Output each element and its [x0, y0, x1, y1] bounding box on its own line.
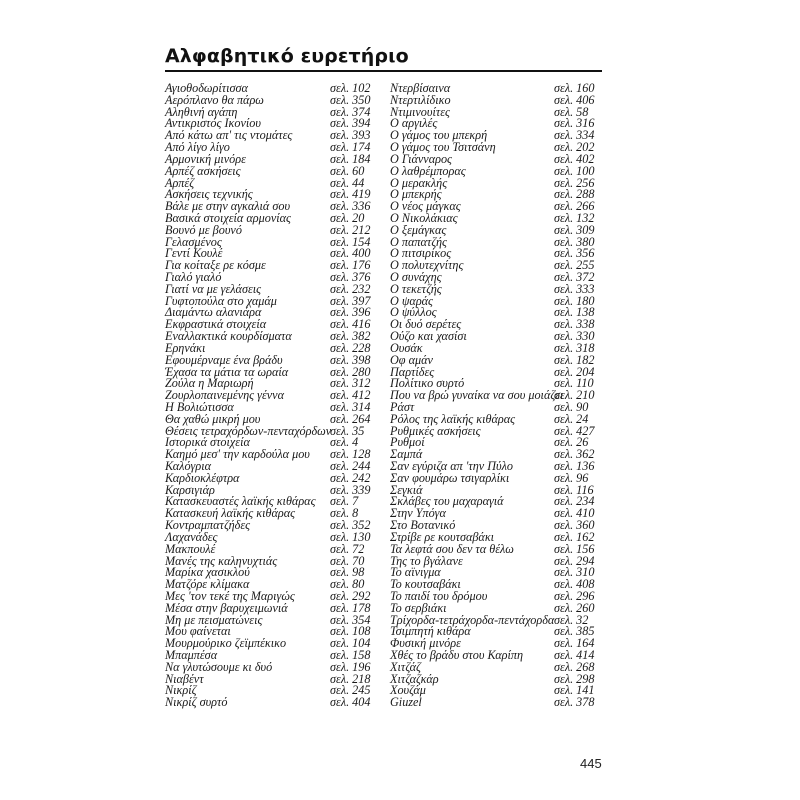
entry-title: Αντικριστός Ικονίου — [165, 116, 261, 131]
entry-page-ref: σελ. 182 — [554, 352, 595, 367]
entry-page-ref: σελ. 138 — [554, 305, 595, 320]
entry-title: Εφουμέρναμε ένα βράδυ — [165, 352, 283, 367]
title-rule — [165, 70, 602, 72]
entry-title: Ο τεκετζής — [390, 281, 442, 296]
entry-page-ref: σελ. 245 — [330, 683, 371, 698]
entry-page-ref: σελ. 4 — [330, 435, 359, 450]
entry-page-ref: σελ. 44 — [330, 175, 365, 190]
entry-title: Αληθινή αγάπη — [165, 104, 238, 119]
entry-title: Το παιδί του δρόμου — [390, 588, 488, 603]
entry-page-ref: σελ. 362 — [554, 447, 595, 462]
entry-title: Ο ξεμάγκας — [390, 222, 447, 237]
entry-title: Τρίχορδα-τετράχορδα-πεντάχορδα — [390, 612, 555, 627]
entry-page-ref: σελ. 100 — [554, 163, 595, 178]
entry-page-ref: σελ. 380 — [554, 234, 595, 249]
entry-page-ref: σελ. 162 — [554, 529, 595, 544]
entry-title: Ο Νικολάκιας — [390, 210, 458, 225]
entry-title: Μου φαίνεται — [165, 624, 231, 639]
entry-page-ref: σελ. 228 — [330, 340, 371, 355]
entry-title: Ιστορικά στοιχεία — [165, 435, 250, 450]
entry-page-ref: σελ. 218 — [330, 671, 371, 686]
entry-page-ref: σελ. 244 — [330, 459, 371, 473]
entry-page-ref: σελ. 404 — [330, 695, 371, 710]
entry-title: Ασκήσεις τεχνικής — [165, 187, 253, 202]
entry-page-ref: σελ. 35 — [330, 423, 365, 438]
entry-title: Φυσική μινόρε — [390, 636, 461, 651]
entry-title: Αερόπλανο θα πάρω — [165, 92, 264, 107]
entry-page-ref: σελ. 256 — [554, 175, 595, 190]
entry-title: Νικρίζ συρτό — [165, 695, 228, 710]
entry-title: Θα χαθώ μικρή μου — [165, 411, 261, 426]
entry-title: Ζουρλοπαινεμένης γέννα — [165, 388, 284, 403]
entry-title: Από κάτω απ' τις ντομάτες — [165, 128, 293, 143]
entry-page-ref: σελ. 104 — [330, 636, 371, 651]
entry-page-ref: σελ. 7 — [330, 494, 359, 509]
entry-title: Θέσεις τετραχόρδων-πενταχόρδων — [165, 423, 332, 438]
entry-title: Μαρίκα χασικλού — [165, 565, 250, 580]
entry-page-ref: σελ. 406 — [554, 92, 595, 107]
entry-title: Αγιοθοδωρίτισσα — [165, 81, 248, 95]
entry-title: Γιατί να με γελάσεις — [165, 281, 262, 296]
entry-title: Ουσάκ — [390, 340, 423, 355]
entry-title: Ο λαθρέμπορας — [390, 163, 466, 178]
entry-page-ref: σελ. 132 — [554, 210, 595, 225]
entry-page-ref: σελ. 58 — [554, 104, 589, 119]
entry-title: Σαμπά — [390, 447, 423, 462]
entry-page-ref: σελ. 184 — [330, 151, 371, 166]
entry-title: Ρυθμικές ασκήσεις — [390, 423, 481, 438]
entry-title: Μες 'τον τεκέ της Μαριγώς — [165, 588, 295, 603]
entry-title: Ρόλος της λαϊκής κιθάρας — [390, 411, 516, 426]
entry-title: Ντιμινουίτες — [390, 104, 450, 119]
entry-title: Ο γάμος του Τσιτσάνη — [390, 140, 496, 155]
index-entry — [390, 697, 600, 709]
entry-title: Ζούλα η Μαριωρή — [165, 376, 254, 391]
entry-page-ref: σελ. 60 — [330, 163, 365, 178]
entry-title: Αρμονική μινόρε — [165, 151, 246, 166]
entry-title: Ο νέος μάγκας — [390, 199, 461, 214]
entry-page-ref: σελ. 334 — [554, 128, 595, 143]
entry-page-ref: σελ. 20 — [330, 210, 365, 225]
entry-page-ref: σελ. 294 — [554, 553, 595, 568]
entry-page-ref: σελ. 136 — [554, 459, 595, 473]
entry-page-ref: σελ. 234 — [554, 494, 595, 509]
entry-page-ref: σελ. 32 — [554, 612, 589, 627]
entry-title: Καρσιγιάρ — [165, 482, 215, 497]
entry-page-ref: σελ. 128 — [330, 447, 371, 462]
entry-title: Γελασμένος — [165, 234, 222, 249]
entry-page-ref: σελ. 164 — [554, 636, 595, 651]
entry-title: Καημό μεσ' την καρδούλα μου — [165, 447, 310, 462]
entry-page-ref: σελ. 354 — [330, 612, 371, 627]
entry-page-ref: σελ. 398 — [330, 352, 371, 367]
entry-page-ref: σελ. 416 — [330, 317, 371, 332]
entry-page-ref: σελ. 356 — [554, 246, 595, 261]
entry-title: Πολίτικο συρτό — [390, 376, 465, 391]
entry-page-ref: σελ. 232 — [330, 281, 371, 296]
entry-page-ref: σελ. 296 — [554, 588, 595, 603]
entry-title: Διαμάντω αλανιάρα — [165, 305, 262, 320]
entry-title: Ρυθμοί — [390, 435, 425, 450]
entry-title: Ντερβίσαινα — [390, 81, 451, 95]
entry-title: Λαχανάδες — [165, 529, 218, 544]
entry-page-ref: σελ. 242 — [330, 470, 371, 485]
entry-page-ref: σελ. 333 — [554, 281, 595, 296]
entry-title: Μέσα στην βαρυχειμωνιά — [165, 600, 288, 615]
entry-title: Αρπέζ — [165, 175, 195, 190]
entry-title: Μανές της καληνυχτιάς — [165, 553, 278, 568]
entry-page-ref: σελ. 292 — [330, 588, 371, 603]
entry-page-ref: σελ. 260 — [554, 600, 595, 615]
entry-page-ref: σελ. 96 — [554, 470, 589, 485]
entry-title: Το σερβιάκι — [390, 600, 447, 615]
entry-title: Ο πιτσιρίκος — [390, 246, 452, 261]
entry-page-ref: σελ. 108 — [330, 624, 371, 639]
entry-page-ref: σελ. 130 — [330, 529, 371, 544]
entry-title: Κατασκευαστές λαϊκής κιθάρας — [165, 494, 316, 509]
entry-page-ref: σελ. 393 — [330, 128, 371, 143]
entry-title: Καρδιοκλέφτρα — [165, 470, 240, 485]
entry-page-ref: σελ. 196 — [330, 659, 371, 674]
entry-title: Χουζάμ — [390, 683, 426, 698]
entry-page-ref: σελ. 396 — [330, 305, 371, 320]
entry-page-ref: σελ. 255 — [554, 258, 595, 273]
entry-title: Ράστ — [390, 399, 415, 414]
entry-page-ref: σελ. 70 — [330, 553, 365, 568]
entry-page-ref: σελ. 412 — [330, 388, 371, 403]
entry-page-ref: σελ. 427 — [554, 423, 595, 438]
entry-title: Γεντί Κουλέ — [165, 246, 223, 261]
entry-title: Σεγκιά — [390, 482, 423, 497]
entry-page-ref: σελ. 378 — [554, 695, 595, 710]
entry-page-ref: σελ. 298 — [554, 671, 595, 686]
entry-page-ref: σελ. 8 — [330, 506, 359, 521]
page-number: 445 — [580, 756, 602, 771]
entry-page-ref: σελ. 382 — [330, 329, 371, 344]
entry-page-ref: σελ. 402 — [554, 151, 595, 166]
entry-title: Οι δυό σερέτες — [390, 317, 462, 332]
entry-title: Χθές το βράδυ στου Καρίπη — [390, 648, 524, 662]
entry-page-ref: σελ. 264 — [330, 411, 371, 426]
entry-title: Giuzel — [390, 695, 422, 710]
entry-title: Μπαμπέσα — [165, 648, 218, 662]
entry-page-ref: σελ. 414 — [554, 648, 595, 662]
entry-page-ref: σελ. 372 — [554, 270, 595, 284]
entry-title: Το κουτσαβάκι — [390, 577, 461, 592]
entry-title: Αρπέζ ασκήσεις — [165, 163, 241, 178]
entry-page-ref: σελ. 394 — [330, 116, 371, 131]
entry-page-ref: σελ. 352 — [330, 518, 371, 533]
entry-page-ref: σελ. 309 — [554, 222, 595, 237]
entry-title: Ο πολυτεχνίτης — [390, 258, 464, 273]
entry-title: Ο συνάχης — [390, 270, 442, 284]
entry-title: Στο Βοτανικό — [390, 518, 456, 533]
entry-title: Σαν φουμάρω τσιγαρλίκι — [390, 470, 510, 485]
entry-title: Γυφτοπούλα στο χαμάμ — [165, 293, 277, 308]
entry-page-ref: σελ. 110 — [554, 376, 594, 391]
entry-page-ref: σελ. 408 — [554, 577, 595, 592]
entry-page-ref: σελ. 26 — [554, 435, 589, 450]
entry-page-ref: σελ. 419 — [330, 187, 371, 202]
entry-page-ref: σελ. 90 — [554, 399, 589, 414]
entry-title: Η Βολιώτισσα — [165, 399, 234, 414]
entry-page-ref: σελ. 268 — [554, 659, 595, 674]
entry-page-ref: σελ. 158 — [330, 648, 371, 662]
entry-title: Στην Υπόγα — [390, 506, 446, 521]
entry-page-ref: σελ. 400 — [330, 246, 371, 261]
entry-title: Στρίβε ρε κουτσαβάκι — [390, 529, 495, 544]
entry-page-ref: σελ. 176 — [330, 258, 371, 273]
entry-title: Κατασκευή λαϊκής κιθάρας — [165, 506, 296, 521]
entry-page-ref: σελ. 330 — [554, 329, 595, 344]
entry-page-ref: σελ. 212 — [330, 222, 371, 237]
entry-title: Χιτζάζ — [390, 659, 421, 674]
entry-title: Ο μερακλής — [390, 175, 448, 190]
entry-page-ref: σελ. 180 — [554, 293, 595, 308]
entry-title: Βουνό με βουνό — [165, 222, 242, 237]
entry-page-ref: σελ. 314 — [330, 399, 371, 414]
entry-page-ref: σελ. 204 — [554, 364, 595, 379]
entry-page-ref: σελ. 141 — [554, 683, 595, 698]
entry-page-ref: σελ. 336 — [330, 199, 371, 214]
entry-title: Το αϊνιγμα — [390, 565, 441, 580]
entry-page-ref: σελ. 318 — [554, 340, 595, 355]
entry-title: Μη με πεισματώνεις — [165, 612, 263, 627]
entry-page-ref: σελ. 24 — [554, 411, 589, 426]
page-title: Αλφαβητικό ευρετήριο — [165, 45, 409, 67]
entry-title: Χιτζαζκάρ — [390, 671, 439, 686]
entry-page-ref: σελ. 80 — [330, 577, 365, 592]
entry-title: Ούζο και χασίσι — [390, 329, 467, 344]
entry-title: Νικρίζ — [165, 683, 197, 698]
entry-title: Μουρμούρικο ζεϊμπέκικο — [165, 636, 287, 651]
entry-title: Ματζόρε κλίμακα — [165, 577, 250, 592]
entry-page-ref: σελ. 102 — [330, 81, 371, 95]
entry-title: Γιαλό γιαλό — [165, 270, 222, 284]
entry-page-ref: σελ. 310 — [554, 565, 595, 580]
entry-title: Τσιμπητή κιθάρα — [390, 624, 471, 639]
entry-title: Ο γάμος του μπεκρή — [390, 128, 488, 143]
entry-title: Έχασα τα μάτια τα ωραία — [165, 364, 289, 379]
entry-page-ref: σελ. 174 — [330, 140, 371, 155]
entry-title: Καλόγρια — [165, 459, 211, 473]
entry-page-ref: σελ. 288 — [554, 187, 595, 202]
entry-title: Της το βγάλανε — [390, 553, 463, 568]
entry-title: Ο παπατζής — [390, 234, 447, 249]
entry-page-ref: σελ. 410 — [554, 506, 595, 521]
entry-page-ref: σελ. 397 — [330, 293, 371, 308]
entry-title: Ο ψύλλος — [390, 305, 437, 320]
entry-title: Κοντραμπατζήδες — [165, 518, 251, 533]
entry-page-ref: σελ. 338 — [554, 317, 595, 332]
entry-page-ref: σελ. 266 — [554, 199, 595, 214]
entry-title: Σκλάβες του μαχαραγιά — [390, 494, 504, 509]
entry-title: Βασικά στοιχεία αρμονίας — [165, 210, 291, 225]
entry-page-ref: σελ. 339 — [330, 482, 371, 497]
index-column-left — [165, 83, 375, 709]
entry-page-ref: σελ. 72 — [330, 541, 365, 556]
entry-title: Ο Γιάνναρος — [390, 151, 452, 166]
entry-page-ref: σελ. 312 — [330, 376, 371, 391]
entry-title: Σαν εγύριζα απ 'την Πύλο — [390, 459, 513, 473]
entry-title: Ο μπεκρής — [390, 187, 442, 202]
entry-title: Να γλυτώσουμε κι δυό — [165, 659, 273, 674]
entry-page-ref: σελ. 160 — [554, 81, 595, 95]
entry-title: Εναλλακτικά κουρδίσματα — [165, 329, 292, 344]
entry-title: Παρτίδες — [390, 364, 435, 379]
entry-title: Για κοίταξε ρε κόσμε — [165, 258, 266, 273]
entry-page-ref: σελ. 178 — [330, 600, 371, 615]
entry-title: Μακπουλέ — [165, 541, 216, 556]
entry-title: Εκφραστικά στοιχεία — [165, 317, 267, 332]
entry-page-ref: σελ. 280 — [330, 364, 371, 379]
entry-title: Από λίγο λίγο — [165, 140, 230, 155]
entry-page-ref: σελ. 202 — [554, 140, 595, 155]
entry-page-ref: σελ. 350 — [330, 92, 371, 107]
entry-title: Οφ αμάν — [390, 352, 433, 367]
entry-title: Που να βρώ γυναίκα να σου μοιάζει — [390, 388, 564, 403]
entry-title: Ερηνάκι — [165, 340, 206, 355]
entry-page-ref: σελ. 385 — [554, 624, 595, 639]
entry-page-ref: σελ. 360 — [554, 518, 595, 533]
entry-title: Ο ψαράς — [390, 293, 434, 308]
entry-title: Βάλε με στην αγκαλιά σου — [165, 199, 291, 214]
entry-page-ref: σελ. 376 — [330, 270, 371, 284]
entry-page-ref: σελ. 116 — [554, 482, 594, 497]
entry-page-ref: σελ. 374 — [330, 104, 371, 119]
entry-page-ref: σελ. 156 — [554, 541, 595, 556]
entry-page-ref: σελ. 98 — [330, 565, 365, 580]
entry-title: Νιαβέντ — [165, 671, 204, 686]
index-column-right — [390, 83, 600, 709]
index-entry — [165, 697, 375, 709]
entry-title: Ο αργιλές — [390, 116, 438, 131]
entry-title: Ντερτιλίδικο — [390, 92, 451, 107]
entry-page-ref: σελ. 154 — [330, 234, 371, 249]
entry-page-ref: σελ. 316 — [554, 116, 595, 131]
entry-title: Τα λεφτά σου δεν τα θέλω — [390, 541, 514, 556]
entry-page-ref: σελ. 210 — [554, 388, 595, 403]
